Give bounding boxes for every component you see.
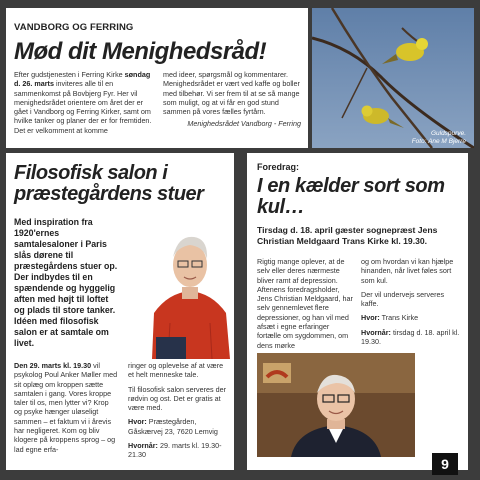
article-column-2: og om hvordan vi kan hjælpe hinanden, når livet føles sort som kul. Der vil undervejs serveres kaffe. Hvor: Trans Kirke Hvornår: tirsdag d. 18. april kl. 19.30. bbox=[361, 257, 460, 347]
event-location: Hvor: Præstegården, Gåskærvej 23, 7620 Lemvig bbox=[128, 417, 218, 436]
portrait-image bbox=[257, 353, 415, 457]
article-column-1: Efter gudstjenesten i Ferring Kirke søndag d. 26. marts inviteres alle til en sammenkomst på Bovbjerg Fyr. Her vil menighedsrådet orientere om året der er gået i Vandborg og Ferring Kirker, samt om hvilke tanker og planer der er for fremtiden. Det er velkomment at komme bbox=[14, 70, 152, 135]
bird-photo bbox=[312, 8, 474, 148]
photo-caption: Guldspurve. Foto: Ane M Bjerre bbox=[411, 130, 466, 145]
menighedsraad-article bbox=[6, 8, 308, 148]
yellowhammer-image bbox=[312, 8, 474, 148]
article-column-2: med ideer, spørgsmål og kommentarer. Menighedsrådet er vært ved kaffe og boller med tilbehør. Vi ser frem til at se så mange som muligt, og at vi får en god stund sammen på vores fælles fyrtårn. Menighedsrådet Vandborg - Ferring bbox=[163, 70, 301, 129]
filosofisk-salon-article bbox=[6, 153, 234, 470]
article-column-1: Den 29. marts kl. 19.30 vil psykolog Poul Anker Møller med sit oplæg om kroppen sætte samtalen i gang. Vores kroppe taler til os, men lytter vi? Krop og psyke hænger uløseligt sammen – et faktum vi i årevis har negligeret. Kom og bliv klogere på kroppens sprog – og lad egne erfa- bbox=[14, 361, 118, 454]
article-title: I en kælder sort som kul… bbox=[257, 175, 445, 218]
article-title: Mød dit Menighedsråd! bbox=[14, 38, 267, 65]
portrait-image bbox=[148, 213, 232, 359]
article-column-1: Rigtig mange oplever, at de selv eller deres nærmeste bliver ramt af depression. Aftenens foredragsholder, Jens Christian Meldgaard, har selv gennemlevet flere depressioner, og han vil med afsæt i egne erfaringer fortælle om sygdommen, om dens mørke bbox=[257, 257, 353, 350]
speaker-portrait bbox=[257, 353, 415, 457]
article-column-2: ringer og oplevelse af at være et helt menneske tale. Til filosofisk salon serveres der rødvin og ost. Det er gratis at være med. Hvor: Præstegården, Gåskærvej 23, 7620 Lemvig Hvornår: 29. marts kl. 19.30-21.30 bbox=[128, 361, 226, 460]
article-kicker: VANDBORG OG FERRING bbox=[14, 22, 134, 33]
article-kicker: Foredrag: bbox=[257, 162, 300, 172]
article-lead: Med inspiration fra 1920'ernes samtalesaloner i Paris slås dørene til præstegårdens stuer op. Der indbydes til en spændende og hyggelig aften med højt til loftet og plads til store tanker. Idéen med filosofisk salon er at samtale om livet. bbox=[14, 217, 118, 348]
event-time: Hvornår: 29. marts kl. 19.30-21.30 bbox=[128, 441, 222, 460]
article-signature: Menighedsrådet Vandborg - Ferring bbox=[187, 119, 301, 129]
page-number: 9 bbox=[432, 453, 458, 475]
speaker-portrait bbox=[148, 213, 232, 359]
foredrag-article bbox=[247, 153, 468, 470]
event-location: Hvor: Trans Kirke bbox=[361, 313, 419, 323]
article-subtitle: Tirsdag d. 18. april gæster sognepræst Jens Christian Meldgaard Trans Kirke kl. 19.30. bbox=[257, 225, 438, 246]
article-title: Filosofisk salon i præstegårdens stuer bbox=[14, 162, 204, 205]
event-time: Hvornår: tirsdag d. 18. april kl. 19.30. bbox=[361, 327, 460, 347]
